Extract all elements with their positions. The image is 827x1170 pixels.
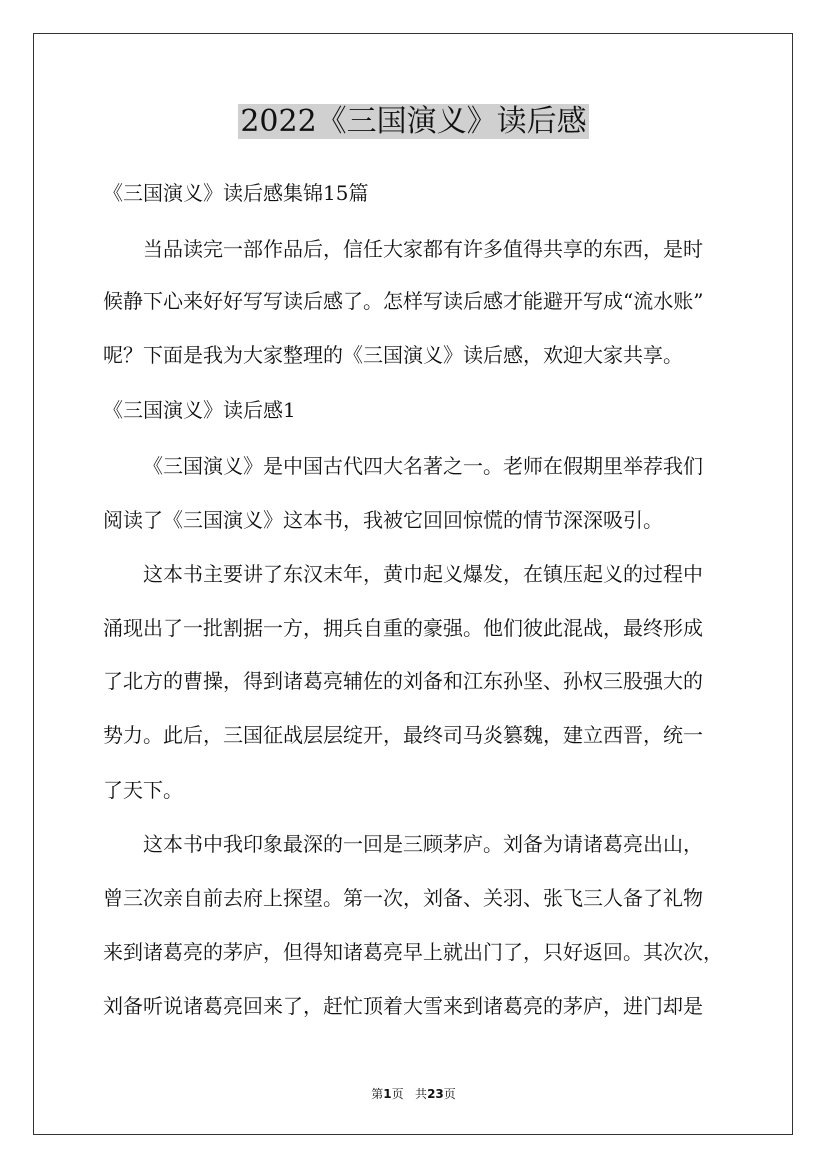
paragraph-line: 阅读了《三国演义》这本书，我被它回回惊慌的情节深深吸引。 xyxy=(103,508,663,532)
page-prefix: 第 xyxy=(371,1087,384,1101)
document-title-text: 2022《三国演义》读后感 xyxy=(240,104,587,139)
paragraph-line: 当品读完一部作品后，信任大家都有许多值得共享的东西，是时 xyxy=(143,237,703,261)
total-prefix: 共 xyxy=(415,1087,428,1101)
section-heading: 《三国演义》读后感1 xyxy=(103,398,296,422)
paragraph-line: 曾三次亲自前去府上探望。第一次，刘备、关羽、张飞三人备了礼物 xyxy=(103,886,703,910)
paragraph-line: 这本书中我印象最深的一回是三顾茅庐。刘备为请诸葛亮出山， xyxy=(143,832,703,856)
paragraph-line: 呢？下面是我为大家整理的《三国演义》读后感，欢迎大家共享。 xyxy=(103,343,683,367)
paragraph-line: 这本书主要讲了东汉末年，黄巾起义爆发，在镇压起义的过程中 xyxy=(143,562,703,586)
paragraph-line: 了天下。 xyxy=(103,778,183,802)
page-suffix: 页 xyxy=(391,1087,404,1101)
page-footer xyxy=(0,1086,827,1102)
paragraph-line: 了北方的曹操，得到诸葛亮辅佐的刘备和江东孙坚、孙权三股强大的 xyxy=(103,669,703,693)
document-title xyxy=(0,100,827,144)
paragraph-line: 来到诸葛亮的茅庐，但得知诸葛亮早上就出门了，只好返回。其次次， xyxy=(103,940,723,964)
paragraph-line: 势力。此后，三国征战层层绽开，最终司马炎篡魏，建立西晋，统一 xyxy=(103,723,703,747)
paragraph-line: 刘备听说诸葛亮回来了，赶忙顶着大雪来到诸葛亮的茅庐，进门却是 xyxy=(103,994,703,1018)
paragraph-line: 涌现出了一批割据一方，拥兵自重的豪强。他们彼此混战，最终形成 xyxy=(103,616,703,640)
page-total: 23 xyxy=(427,1087,444,1101)
subtitle-line: 《三国演义》读后感集锦15篇 xyxy=(103,181,369,205)
paragraph-line: 《三国演义》是中国古代四大名著之一。老师在假期里举荐我们 xyxy=(143,454,703,478)
page-current: 1 xyxy=(383,1087,392,1101)
paragraph-line: 候静下心来好好写写读后感了。怎样写读后感才能避开写成“流水账” xyxy=(103,289,704,313)
total-suffix: 页 xyxy=(443,1087,456,1101)
